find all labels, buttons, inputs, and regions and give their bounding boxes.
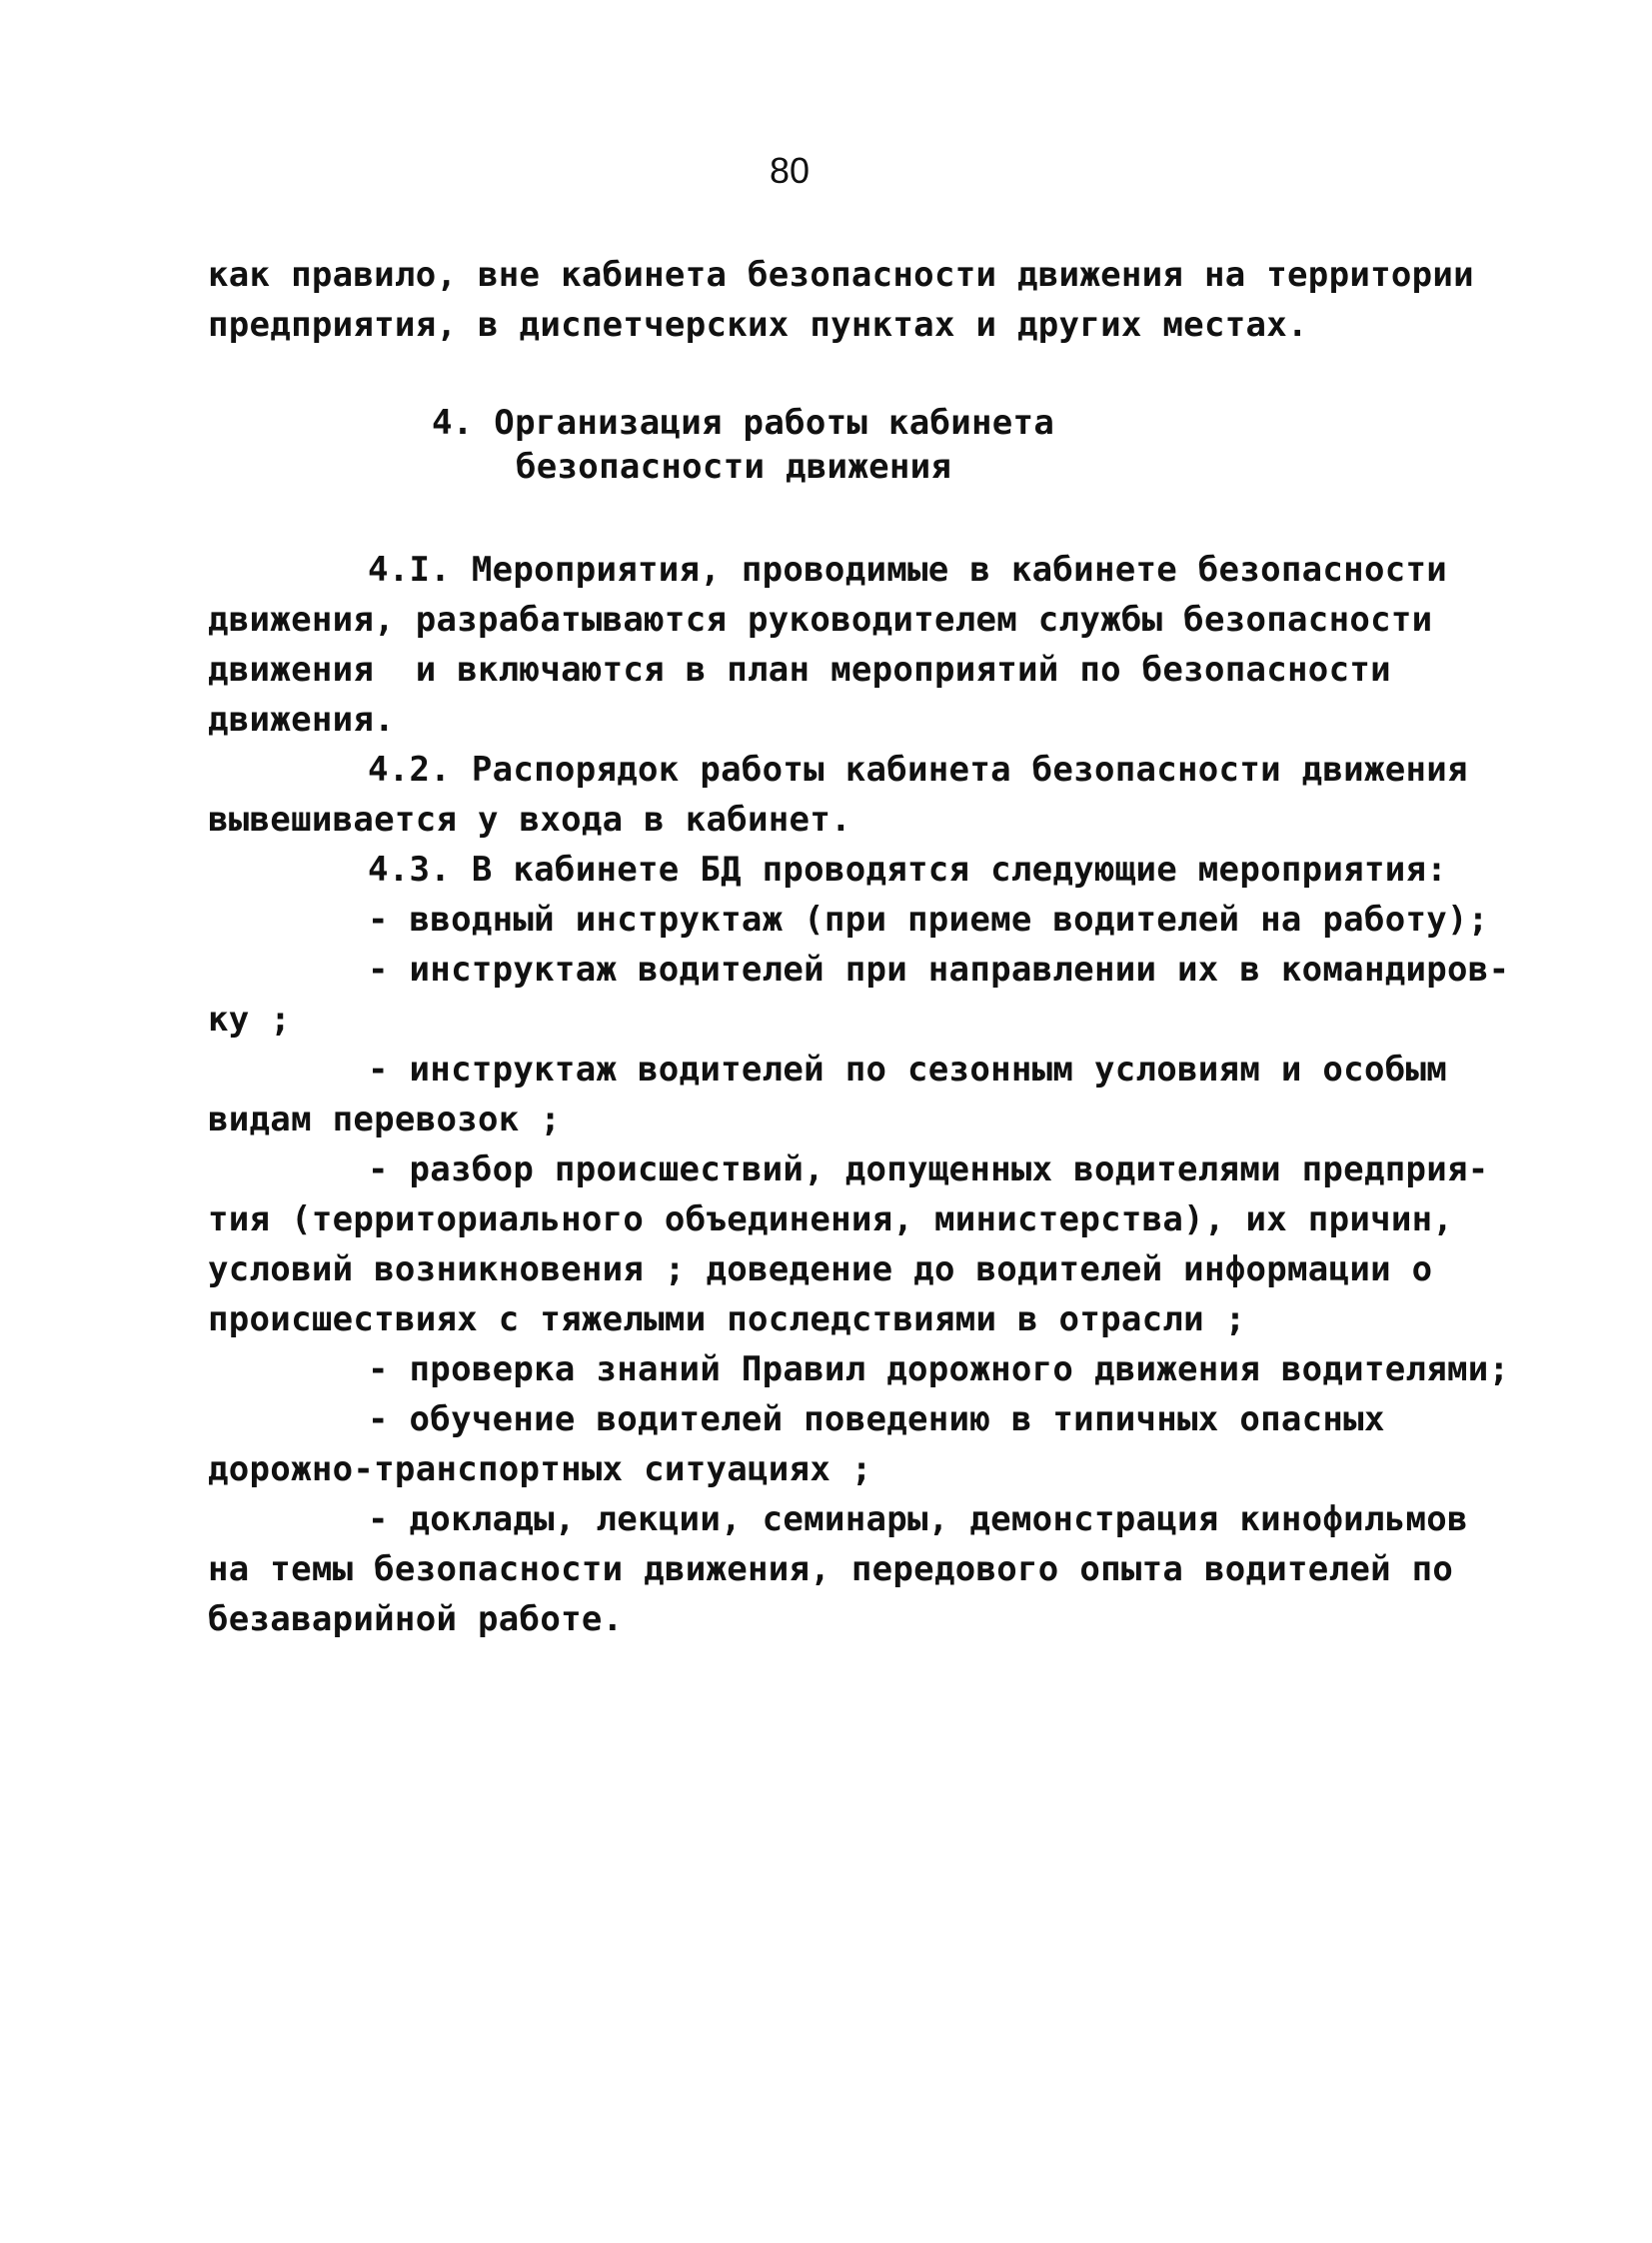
list-item-4-line-3: условий возникновения ; доведение до водителей информации о <box>208 1249 1433 1289</box>
list-item-4-line-1: - разбор происшествий, допущенных водителями предприя- <box>368 1149 1489 1189</box>
intro-line-1: как правило, вне кабинета безопасности движения на территории <box>208 255 1474 295</box>
list-item-7-line-1: - доклады, лекции, семинары, демонстрация кинофильмов <box>368 1499 1468 1539</box>
para-4-1-line-2: движения, разрабатываются руководителем службы безопасности <box>208 600 1433 640</box>
section-heading-line-1: 4. Организация работы кабинета <box>432 403 1055 443</box>
page-number: 80 <box>769 150 811 191</box>
para-4-1-line-3: движения и включаются в план мероприятий по безопасности <box>208 650 1391 690</box>
list-item-2-line-2: ку ; <box>208 1000 292 1040</box>
para-4-3: 4.3. В кабинете БД проводятся следующие мероприятия: <box>368 850 1448 890</box>
list-item-3-line-1: - инструктаж водителей по сезонным условиям и особым <box>368 1050 1448 1090</box>
para-4-1-line-1: 4.I. Мероприятия, проводимые в кабинете безопасности <box>368 550 1448 590</box>
list-item-7-line-2: на темы безопасности движения, передового опыта водителей по <box>208 1549 1454 1589</box>
para-4-2-line-1: 4.2. Распорядок работы кабинета безопасности движения <box>368 750 1468 790</box>
intro-line-2: предприятия, в диспетчерских пунктах и других местах. <box>208 305 1308 345</box>
section-heading-line-2: безопасности движения <box>516 447 952 487</box>
list-item-6-line-1: - обучение водителей поведению в типичных опасных <box>368 1399 1385 1439</box>
list-item-4-line-4: происшествиях с тяжелыми последствиями в отрасли ; <box>208 1299 1246 1339</box>
list-item-2-line-1: - инструктаж водителей при направлении их в командиров- <box>368 950 1510 990</box>
para-4-2-line-2: вывешивается у входа в кабинет. <box>208 800 851 840</box>
list-item-3-line-2: видам перевозок ; <box>208 1100 562 1139</box>
list-item-1-line-1: - вводный инструктаж (при приеме водителей на работу); <box>368 900 1489 940</box>
para-4-1-line-4: движения. <box>208 700 395 740</box>
list-item-4-line-2: тия (территориального объединения, министерства), их причин, <box>208 1199 1454 1239</box>
list-item-5-line-1: - проверка знаний Правил дорожного движения водителями; <box>368 1349 1510 1389</box>
list-item-6-line-2: дорожно-транспортных ситуациях ; <box>208 1449 872 1489</box>
list-item-7-line-3: безаварийной работе. <box>208 1599 624 1639</box>
